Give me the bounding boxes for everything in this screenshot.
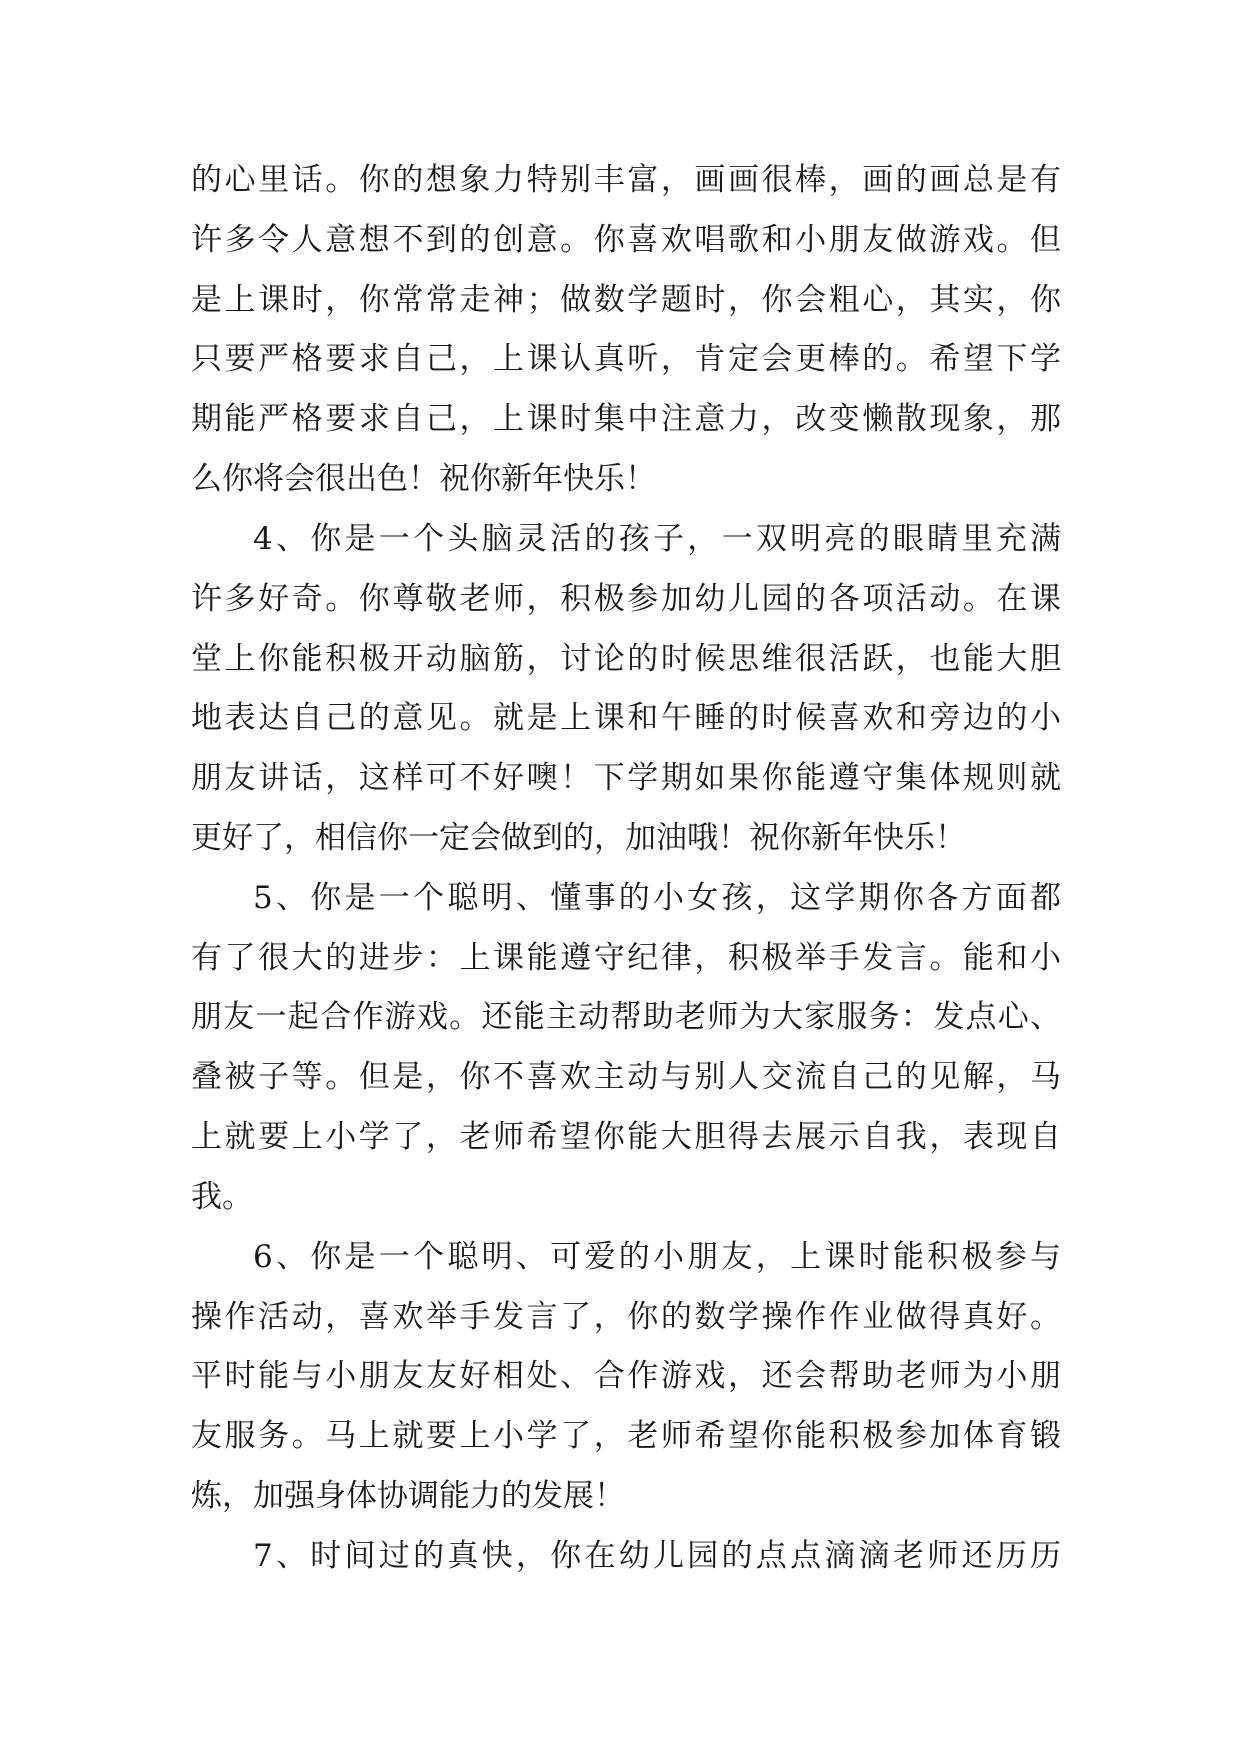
text-line: 朋友一起合作游戏。还能主动帮助老师为大家服务：发点心、 bbox=[191, 999, 1061, 1035]
text-line: 更好了，相信你一定会做到的，加油哦！祝你新年快乐！ bbox=[191, 820, 966, 856]
text-line: 的心里话。你的想象力特别丰富，画画很棒，画的画总是有 bbox=[191, 162, 1061, 198]
paragraph-7-first-line: 7、时间过的真快，你在幼儿园的点点滴滴老师还历历 bbox=[253, 1538, 1061, 1574]
text-line: 朋友讲话，这样可不好噢！下学期如果你能遵守集体规则就 bbox=[191, 760, 1061, 796]
text-line: 么你将会很出色！祝你新年快乐！ bbox=[191, 461, 656, 497]
text-line: 堂上你能积极开动脑筋，讨论的时候思维很活跃，也能大胆 bbox=[191, 641, 1061, 677]
text-line: 平时能与小朋友友好相处、合作游戏，还会帮助老师为小朋 bbox=[191, 1358, 1061, 1394]
text-line: 地表达自己的意见。就是上课和午睡的时候喜欢和旁边的小 bbox=[191, 700, 1061, 736]
text-line: 叠被子等。但是，你不喜欢主动与别人交流自己的见解，马 bbox=[191, 1059, 1061, 1095]
text-line: 我。 bbox=[191, 1179, 253, 1215]
text-line: 有了很大的进步：上课能遵守纪律，积极举手发言。能和小 bbox=[191, 940, 1061, 976]
text-line: 许多好奇。你尊敬老师，积极参加幼儿园的各项活动。在课 bbox=[191, 581, 1061, 617]
text-line: 许多令人意想不到的创意。你喜欢唱歌和小朋友做游戏。但 bbox=[191, 222, 1061, 258]
text-line: 是上课时，你常常走神；做数学题时，你会粗心，其实，你 bbox=[191, 282, 1061, 318]
text-line: 期能严格要求自己，上课时集中注意力，改变懒散现象，那 bbox=[191, 401, 1061, 437]
text-line: 友服务。马上就要上小学了，老师希望你能积极参加体育锻 bbox=[191, 1418, 1061, 1454]
paragraph-5-first-line: 5、你是一个聪明、懂事的小女孩，这学期你各方面都 bbox=[253, 880, 1061, 916]
text-line: 上就要上小学了，老师希望你能大胆得去展示自我，表现自 bbox=[191, 1119, 1061, 1155]
paragraph-6-first-line: 6、你是一个聪明、可爱的小朋友，上课时能积极参与 bbox=[253, 1239, 1061, 1275]
text-line: 只要严格要求自己，上课认真听，肯定会更棒的。希望下学 bbox=[191, 341, 1061, 377]
text-line: 操作活动，喜欢举手发言了，你的数学操作作业做得真好。 bbox=[191, 1299, 1061, 1335]
paragraph-4-first-line: 4、你是一个头脑灵活的孩子，一双明亮的眼睛里充满 bbox=[253, 521, 1061, 557]
text-line: 炼，加强身体协调能力的发展！ bbox=[191, 1478, 625, 1514]
